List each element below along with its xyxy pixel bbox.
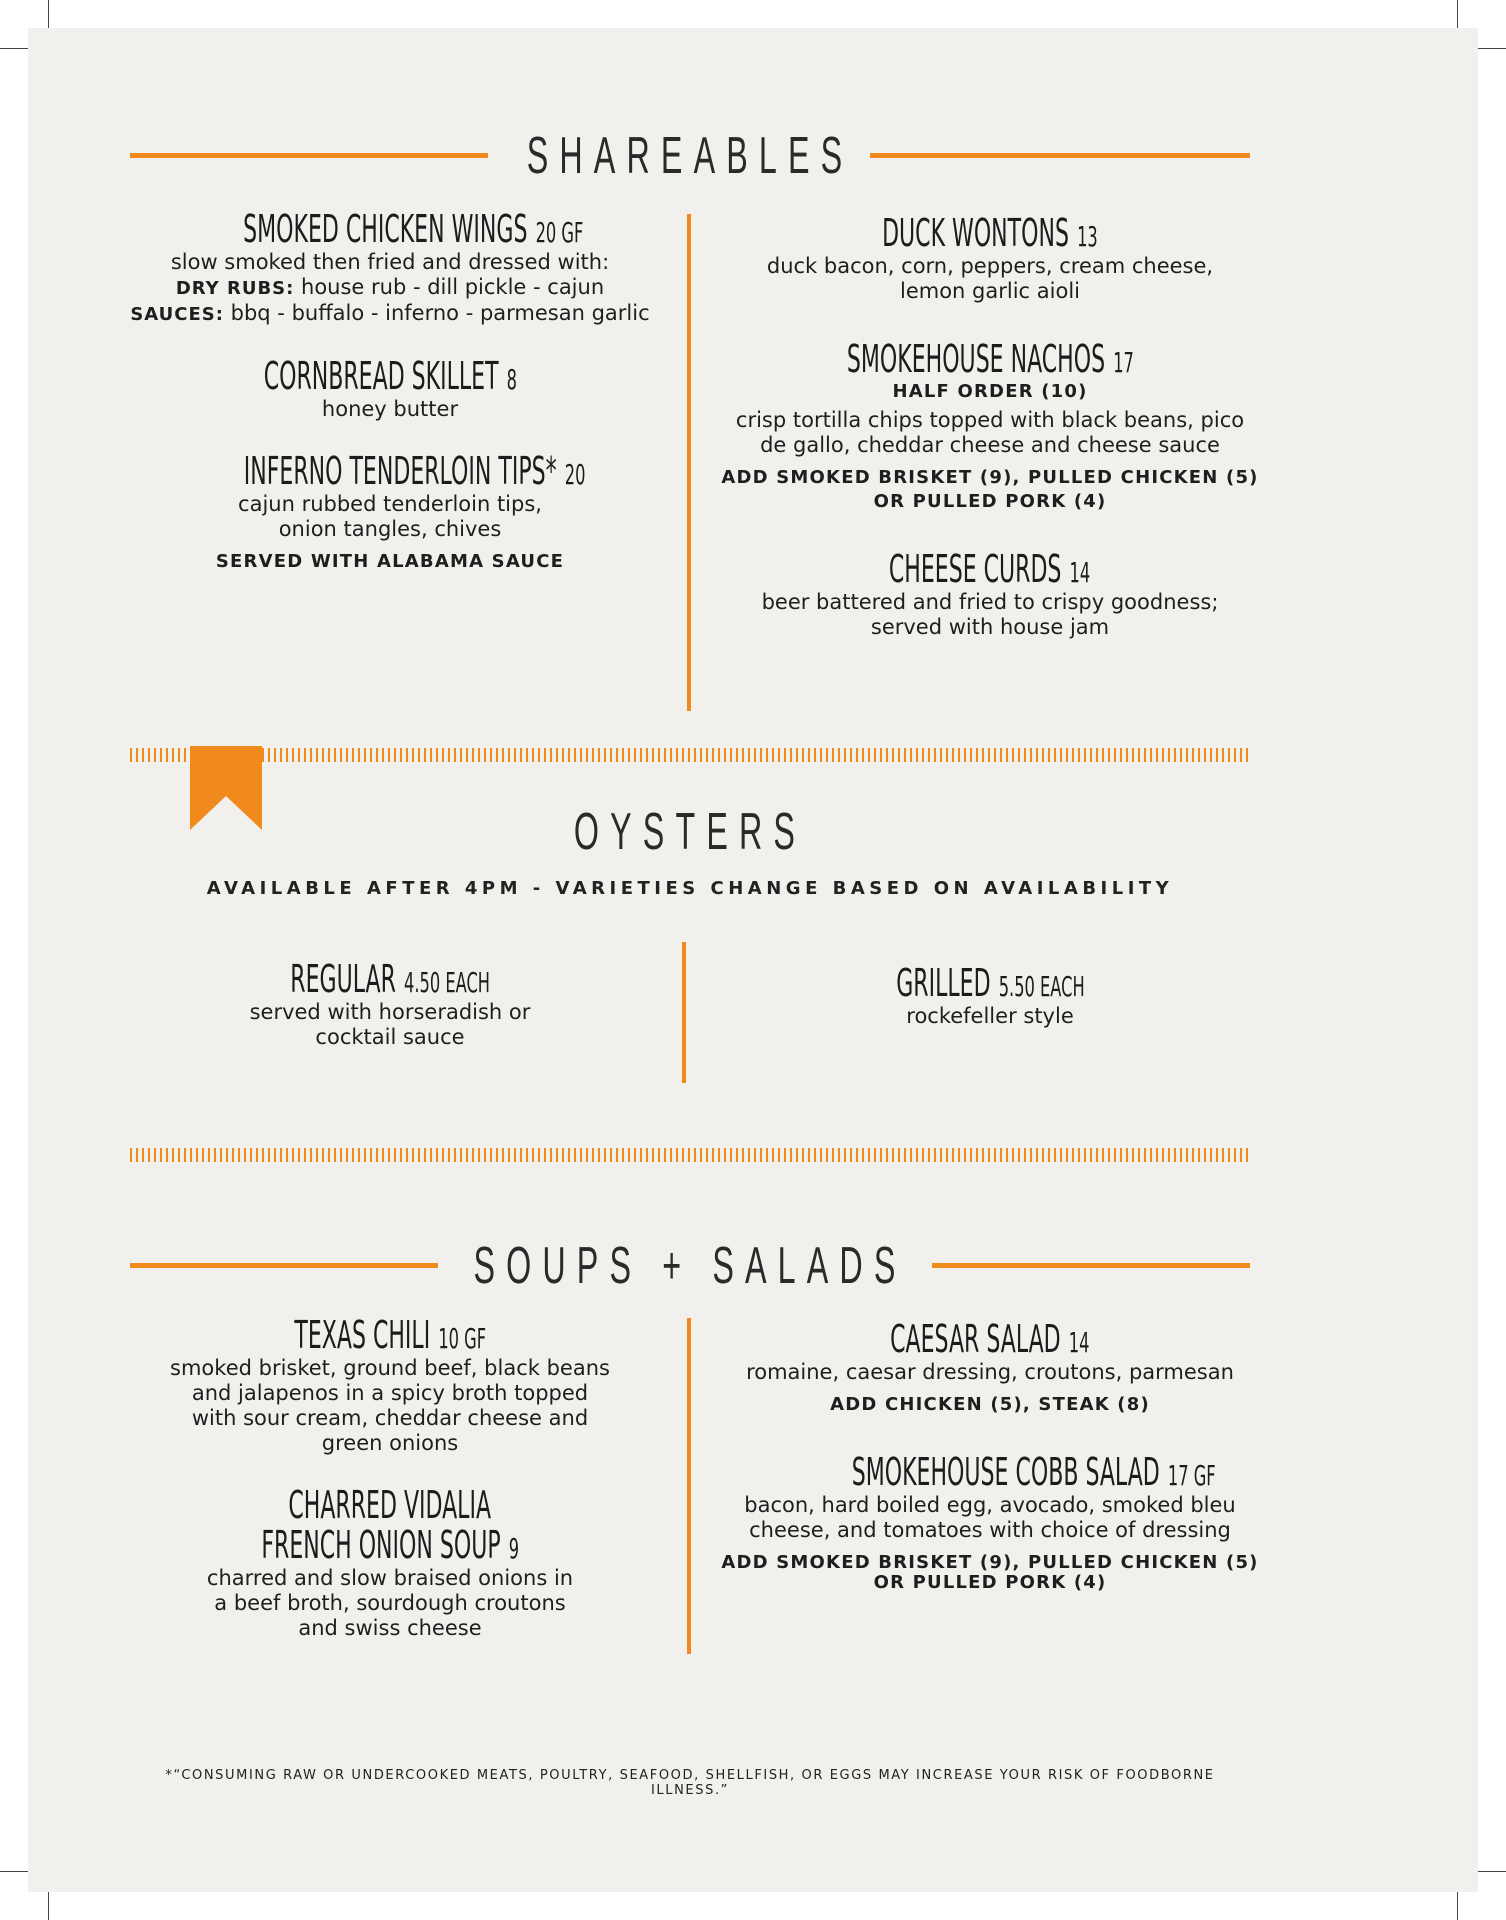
item-name: CHARRED VIDALIA bbox=[288, 1482, 492, 1527]
item-note: OR PULLED PORK (4) bbox=[873, 1571, 1107, 1593]
item-description: cheese, and tomatoes with choice of dressing bbox=[749, 1517, 1231, 1542]
item-description: beer battered and fried to crispy goodness; bbox=[761, 589, 1219, 614]
item-description: served with house jam bbox=[870, 614, 1110, 639]
menu-item bbox=[120, 1313, 660, 1456]
menu-item bbox=[120, 1482, 660, 1641]
item-description: cajun rubbed tenderloin tips, bbox=[238, 491, 542, 516]
item-name: SMOKEHOUSE COBB SALAD 17 GF bbox=[851, 1449, 1216, 1494]
oysters-right-column bbox=[720, 961, 1260, 1029]
column-divider bbox=[687, 1318, 691, 1654]
item-description: and jalapenos in a spicy broth topped bbox=[191, 1380, 589, 1405]
menu-item bbox=[120, 448, 660, 574]
item-price: 13 bbox=[1077, 220, 1098, 253]
tick-rule bbox=[130, 748, 1250, 762]
item-name: REGULAR 4.50 EACH bbox=[290, 957, 490, 1001]
item-description: and swiss cheese bbox=[298, 1615, 482, 1640]
half-order-note: HALF ORDER (10) bbox=[892, 380, 1088, 402]
footnote: *“CONSUMING RAW OR UNDERCOOKED MEATS, POULTRY, SEAFOOD, SHELLFISH, OR EGGS MAY INCREASE YOUR RISK OF FOODBORNE ILLNESS.” bbox=[165, 1768, 1215, 1798]
header-rule bbox=[870, 153, 1250, 158]
item-description: rockefeller style bbox=[906, 1003, 1074, 1028]
item-description: onion tangles, chives bbox=[278, 516, 502, 541]
item-description: slow smoked then fried and dressed with: bbox=[170, 249, 610, 274]
item-note: SERVED WITH ALABAMA SAUCE bbox=[215, 550, 565, 572]
shareables-right-column bbox=[720, 211, 1260, 670]
item-description: with sour cream, cheddar cheese and bbox=[191, 1405, 589, 1430]
soups-left-column bbox=[120, 1313, 660, 1671]
item-description: lemon garlic aioli bbox=[900, 278, 1080, 303]
column-divider bbox=[687, 214, 691, 711]
item-description: green onions bbox=[321, 1430, 459, 1455]
menu-item bbox=[720, 336, 1260, 514]
item-name: SMOKEHOUSE NACHOS 17 bbox=[846, 336, 1134, 381]
item-price: 9 bbox=[508, 1531, 519, 1565]
item-price: 14 bbox=[1069, 555, 1091, 589]
item-description: crisp tortilla chips topped with black beans, pico bbox=[735, 407, 1245, 432]
item-description: smoked brisket, ground beef, black beans bbox=[170, 1355, 610, 1380]
item-name: SMOKED CHICKEN WINGS 20 GF bbox=[243, 207, 584, 251]
shareables-title: SHAREABLES bbox=[526, 127, 854, 185]
shareables-left-column bbox=[120, 207, 660, 604]
header-rule bbox=[932, 1263, 1250, 1268]
item-name: GRILLED 5.50 EACH bbox=[895, 961, 1085, 1005]
item-name: CAESAR SALAD 14 bbox=[890, 1317, 1090, 1361]
item-description: charred and slow braised onions in bbox=[206, 1565, 574, 1590]
item-name: CHEESE CURDS 14 bbox=[889, 546, 1091, 591]
item-price: 17 bbox=[1112, 345, 1134, 379]
item-note: ADD CHICKEN (5), STEAK (8) bbox=[830, 1393, 1150, 1415]
item-price: 14 bbox=[1068, 1326, 1090, 1359]
soups-right-column bbox=[720, 1317, 1260, 1625]
item-note: OR PULLED PORK (4) bbox=[873, 490, 1107, 512]
column-divider bbox=[682, 942, 686, 1083]
item-description: cocktail sauce bbox=[315, 1024, 465, 1049]
oysters-title: OYSTERS bbox=[573, 803, 807, 861]
item-price: 20 GF bbox=[535, 216, 584, 249]
menu-item bbox=[720, 1449, 1260, 1595]
shareables-header bbox=[130, 126, 1250, 186]
item-name: TEXAS CHILI 10 GF bbox=[294, 1313, 486, 1357]
item-description: served with horseradish or bbox=[249, 999, 531, 1024]
menu-item bbox=[720, 546, 1260, 640]
item-note: ADD SMOKED BRISKET (9), PULLED CHICKEN (5) bbox=[721, 1551, 1259, 1573]
item-price: 10 GF bbox=[438, 1322, 486, 1355]
menu-item bbox=[720, 1317, 1260, 1417]
item-name: FRENCH ONION SOUP 9 bbox=[261, 1522, 519, 1567]
menu-item bbox=[720, 211, 1260, 304]
item-price: 8 bbox=[506, 362, 517, 396]
sauces-label: SAUCES: bbox=[130, 303, 224, 325]
tick-rule bbox=[130, 1148, 1250, 1162]
soups-header bbox=[130, 1236, 1250, 1296]
item-name: INFERNO TENDERLOIN TIPS* 20 bbox=[243, 448, 586, 493]
item-description: bacon, hard boiled egg, avocado, smoked bleu bbox=[744, 1492, 1236, 1517]
sauces-text: bbq - buffalo - inferno - parmesan garlic bbox=[223, 300, 650, 325]
menu-item bbox=[120, 207, 660, 327]
rubs-label: DRY RUBS: bbox=[175, 277, 295, 299]
item-description: honey butter bbox=[321, 396, 459, 421]
soups-title: SOUPS + SALADS bbox=[473, 1237, 907, 1295]
item-price: 5.50 EACH bbox=[998, 970, 1085, 1003]
oysters-subtitle: AVAILABLE AFTER 4PM - VARIETIES CHANGE BASED ON AVAILABILITY bbox=[206, 878, 1174, 899]
rubs-text: house rub - dill pickle - cajun bbox=[294, 274, 605, 299]
item-description: a beef broth, sourdough croutons bbox=[214, 1590, 566, 1615]
item-name: CORNBREAD SKILLET 8 bbox=[263, 353, 517, 398]
menu-item bbox=[120, 353, 660, 422]
item-name: DUCK WONTONS 13 bbox=[882, 211, 1098, 255]
item-description: duck bacon, corn, peppers, cream cheese, bbox=[766, 253, 1214, 278]
item-price: 20 bbox=[564, 457, 586, 491]
item-price: 4.50 EACH bbox=[403, 966, 490, 999]
oysters-header bbox=[130, 802, 1250, 862]
item-note: ADD SMOKED BRISKET (9), PULLED CHICKEN (5) bbox=[721, 466, 1259, 488]
item-description: romaine, caesar dressing, croutons, parmesan bbox=[746, 1359, 1234, 1384]
item-description: de gallo, cheddar cheese and cheese sauce bbox=[760, 432, 1220, 457]
item-price: 17 GF bbox=[1167, 1458, 1216, 1492]
oysters-left-column bbox=[120, 957, 660, 1050]
